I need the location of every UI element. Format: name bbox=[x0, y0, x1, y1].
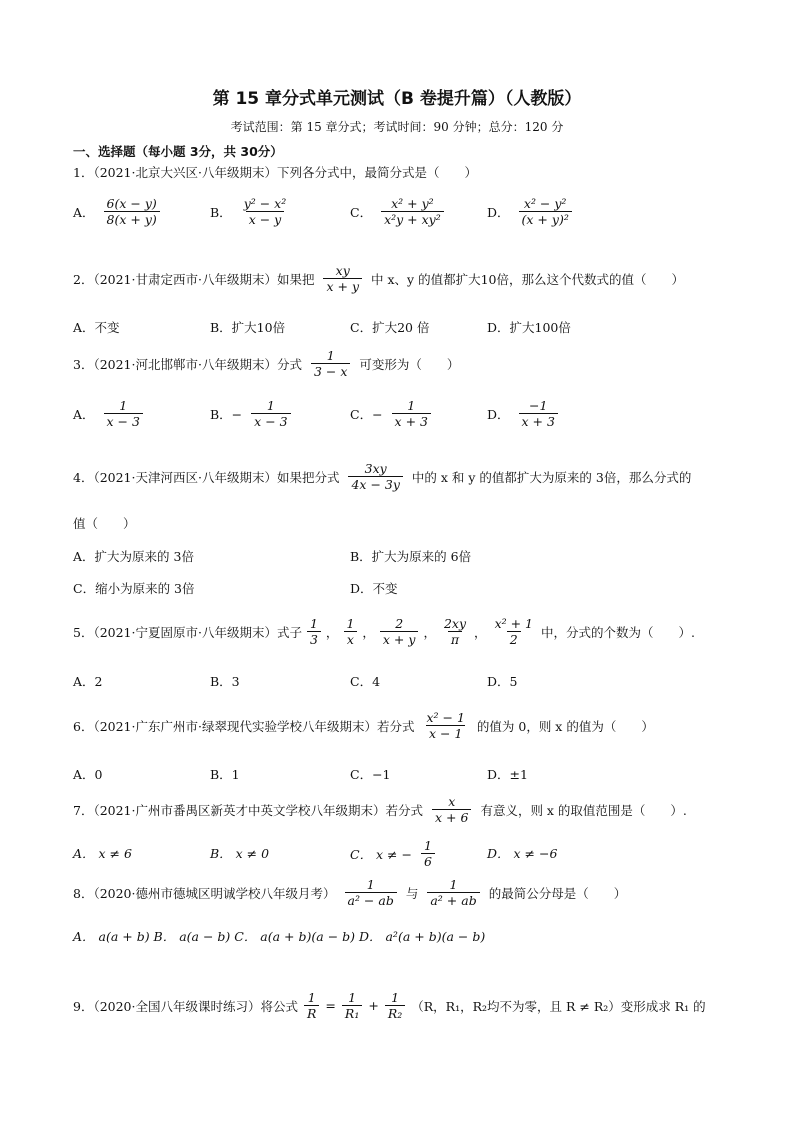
denominator: x − 3 bbox=[104, 413, 143, 429]
question-2 bbox=[73, 263, 684, 294]
option-label: B．− bbox=[210, 406, 243, 422]
numerator: x² + 1 bbox=[494, 616, 533, 631]
fraction bbox=[251, 398, 290, 429]
q5-option-a: A．2 bbox=[73, 674, 103, 689]
exam-info: 考试范围：第 15 章分式；考试时间：90 分钟；总分：120 分 bbox=[230, 120, 564, 134]
question-text: 2．（2021·甘肃定西市·八年级期末）如果把 bbox=[73, 271, 315, 287]
q4-option-a: A．扩大为原来的 3倍 bbox=[73, 549, 194, 564]
equals-sign: = bbox=[325, 998, 336, 1013]
q1-option-b bbox=[210, 196, 292, 227]
option-label: D． bbox=[487, 406, 510, 422]
fraction bbox=[432, 794, 471, 825]
question-4 bbox=[73, 461, 691, 492]
question-text: 中 x、y 的值都扩大10倍，那么这个代数式的值（ ） bbox=[371, 271, 684, 287]
q3-option-d bbox=[487, 398, 561, 429]
fraction bbox=[304, 990, 319, 1021]
denominator: x + y bbox=[380, 631, 419, 647]
section-heading: 一、选择题（每小题 3分，共 30分） bbox=[73, 144, 283, 159]
separator: ， bbox=[362, 624, 375, 640]
question-5 bbox=[73, 616, 695, 647]
separator: ， bbox=[325, 624, 339, 640]
option-label: A． bbox=[73, 406, 95, 422]
numerator: 6(x − y) bbox=[106, 196, 157, 211]
question-6 bbox=[73, 710, 654, 741]
fraction bbox=[241, 196, 290, 227]
q2-option-b: B．扩大10倍 bbox=[210, 320, 286, 335]
numerator: 1 bbox=[307, 990, 316, 1005]
q1-option-c bbox=[350, 196, 447, 227]
denominator: x − 3 bbox=[251, 413, 290, 429]
question-text: 7．（2021·广州市番禺区新英才中英文学校八年级期末）若分式 bbox=[73, 802, 423, 818]
question-text: 可变形为（ ） bbox=[359, 356, 460, 372]
question-text: 9．（2020·全国八年级课时练习）将公式 bbox=[73, 998, 298, 1014]
question-text: 6．（2021·广东广州市·绿翠现代实验学校八年级期末）若分式 bbox=[73, 718, 415, 734]
question-text: 与 bbox=[405, 885, 419, 901]
separator: ， bbox=[423, 624, 436, 640]
q1-option-a bbox=[73, 196, 163, 227]
option-label: D． bbox=[487, 204, 510, 220]
denominator: R₁ bbox=[342, 1005, 362, 1021]
denominator: x − y bbox=[246, 211, 285, 227]
numerator: x² − y² bbox=[523, 196, 567, 211]
fraction bbox=[342, 990, 362, 1021]
question-3 bbox=[73, 348, 459, 379]
q7-option-b: B． x ≠ 0 bbox=[210, 846, 270, 861]
denominator: π bbox=[448, 631, 462, 647]
denominator: a² + ab bbox=[427, 892, 479, 908]
numerator: 1 bbox=[391, 990, 400, 1005]
fraction bbox=[381, 196, 444, 227]
fraction bbox=[311, 348, 350, 379]
fraction bbox=[519, 196, 572, 227]
fraction bbox=[323, 263, 362, 294]
separator: ， bbox=[474, 624, 487, 640]
numerator: −1 bbox=[529, 398, 548, 413]
numerator: 2xy bbox=[443, 616, 467, 631]
question-text: 有意义，则 x 的取值范围是（ ）. bbox=[480, 802, 687, 818]
denominator: 2 bbox=[507, 631, 521, 647]
q4-option-d: D．不变 bbox=[350, 581, 398, 596]
q6-option-c: C．−1 bbox=[350, 767, 391, 782]
option-label: C． x ≠ − bbox=[350, 846, 412, 862]
numerator: x² + y² bbox=[391, 196, 434, 211]
numerator: 1 bbox=[326, 348, 335, 363]
question-text: 中，分式的个数为（ ）. bbox=[541, 624, 695, 640]
numerator: 1 bbox=[407, 398, 416, 413]
question-text: 3．（2021·河北邯郸市·八年级期末）分式 bbox=[73, 356, 302, 372]
numerator: y² − x² bbox=[243, 196, 287, 211]
q7-option-c bbox=[350, 838, 438, 869]
q5-option-d: D．5 bbox=[487, 674, 518, 689]
fraction bbox=[427, 877, 479, 908]
fraction bbox=[492, 616, 536, 647]
q3-option-c bbox=[350, 398, 434, 429]
q2-option-a: A．不变 bbox=[73, 320, 120, 335]
denominator: 3 bbox=[307, 631, 321, 647]
q2-option-d: D．扩大100倍 bbox=[487, 320, 571, 335]
numerator: 1 bbox=[119, 398, 128, 413]
page-title: 第 15 章分式单元测试（B 卷提升篇）（人教版） bbox=[212, 89, 582, 109]
q5-option-b: B．3 bbox=[210, 674, 240, 689]
option-label: C．− bbox=[350, 406, 383, 422]
denominator: x + 6 bbox=[432, 809, 471, 825]
denominator: 6 bbox=[421, 853, 435, 869]
numerator: xy bbox=[335, 263, 350, 278]
numerator: 2 bbox=[395, 616, 404, 631]
fraction bbox=[392, 398, 431, 429]
q3-option-b bbox=[210, 398, 294, 429]
fraction bbox=[348, 461, 402, 492]
denominator: R bbox=[304, 1005, 319, 1021]
numerator: x bbox=[448, 794, 456, 809]
question-text: 中的 x 和 y 的值都扩大为原来的 3倍，那么分式的 bbox=[411, 469, 692, 485]
q4-option-b: B．扩大为原来的 6倍 bbox=[350, 549, 472, 564]
denominator: x − 1 bbox=[426, 725, 465, 741]
denominator: x + y bbox=[323, 278, 362, 294]
fraction bbox=[441, 616, 469, 647]
plus-sign: + bbox=[368, 998, 379, 1013]
question-text: 的最简公分母是（ ） bbox=[488, 885, 627, 901]
question-1: 1．（2021·北京大兴区·八年级期末）下列各分式中，最简分式是（ ） bbox=[73, 165, 477, 180]
fraction bbox=[385, 990, 405, 1021]
question-text: 4．（2021·天津河西区·八年级期末）如果把分式 bbox=[73, 469, 340, 485]
fraction bbox=[423, 710, 467, 741]
numerator: 1 bbox=[309, 616, 318, 631]
question-8 bbox=[73, 877, 626, 908]
q8-options: A． a(a + b) B． a(a − b) C． a(a + b)(a − b) D． a²(a + b)(a − b) bbox=[73, 929, 486, 944]
q4-option-c: C．缩小为原来的 3倍 bbox=[73, 581, 195, 596]
q3-option-a bbox=[73, 398, 146, 429]
q7-option-d: D． x ≠ −6 bbox=[487, 846, 558, 861]
option-label: C． bbox=[350, 204, 373, 220]
fraction bbox=[104, 196, 160, 227]
denominator: 8(x + y) bbox=[104, 211, 160, 227]
q7-option-a: A． x ≠ 6 bbox=[73, 846, 132, 861]
option-label: A． bbox=[73, 204, 95, 220]
denominator: 4x − 3y bbox=[348, 476, 402, 492]
question-7 bbox=[73, 794, 687, 825]
question-text: 8．（2020·德州市德城区明诚学校八年级月考） bbox=[73, 885, 336, 901]
question-9 bbox=[73, 990, 706, 1021]
numerator: 1 bbox=[423, 838, 432, 853]
question-text: （R，R₁，R₂均不为零，且 R ≠ R₂）变形成求 R₁ 的 bbox=[411, 998, 706, 1014]
denominator: a² − ab bbox=[345, 892, 397, 908]
q2-option-c: C．扩大20 倍 bbox=[350, 320, 430, 335]
numerator: 1 bbox=[449, 877, 458, 892]
fraction bbox=[307, 616, 321, 647]
fraction bbox=[104, 398, 143, 429]
denominator: (x + y)² bbox=[519, 211, 572, 227]
q6-option-d: D．±1 bbox=[487, 767, 528, 782]
fraction bbox=[519, 398, 558, 429]
numerator: 1 bbox=[366, 877, 375, 892]
denominator: x + 3 bbox=[392, 413, 431, 429]
fraction bbox=[421, 838, 435, 869]
denominator: x + 3 bbox=[519, 413, 558, 429]
question-text: 的值为 0，则 x 的值为（ ） bbox=[476, 718, 654, 734]
denominator: x²y + xy² bbox=[381, 211, 444, 227]
q5-option-c: C．4 bbox=[350, 674, 381, 689]
numerator: x² − 1 bbox=[426, 710, 465, 725]
q1-option-d bbox=[487, 196, 575, 227]
fraction bbox=[380, 616, 419, 647]
numerator: 1 bbox=[266, 398, 275, 413]
option-label: B． bbox=[210, 204, 232, 220]
numerator: 3xy bbox=[364, 461, 387, 476]
denominator: 3 − x bbox=[311, 363, 350, 379]
q6-option-b: B．1 bbox=[210, 767, 240, 782]
numerator: 1 bbox=[348, 990, 357, 1005]
denominator: x bbox=[344, 631, 357, 647]
question-4-continued: 值（ ） bbox=[73, 516, 136, 531]
fraction bbox=[343, 616, 357, 647]
numerator: 1 bbox=[346, 616, 355, 631]
question-text: 5．（2021·宁夏固原市·八年级期末）式子 bbox=[73, 624, 302, 640]
fraction bbox=[345, 877, 397, 908]
q6-option-a: A．0 bbox=[73, 767, 103, 782]
denominator: R₂ bbox=[385, 1005, 405, 1021]
